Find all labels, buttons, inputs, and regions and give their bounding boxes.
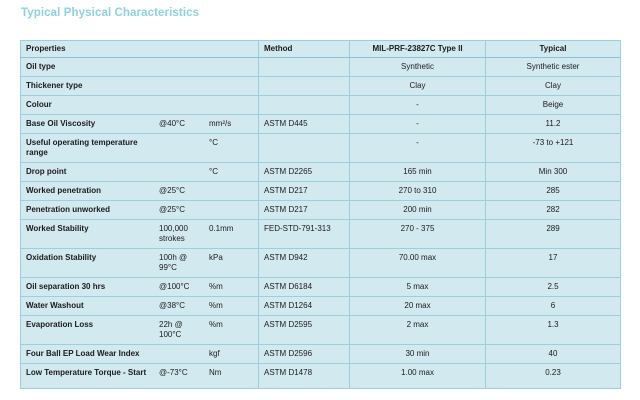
property-name: Useful operating temperature range — [26, 138, 138, 157]
header-typical: Typical — [486, 41, 621, 58]
typical-cell: Min 300 — [486, 163, 621, 182]
property-condition — [159, 62, 209, 72]
property-name: Oil type — [26, 62, 56, 71]
property-unit: Nm — [209, 368, 222, 377]
typical-cell: 282 — [486, 201, 621, 220]
property-condition — [159, 138, 209, 158]
mil-spec-cell: 270 to 310 — [350, 182, 486, 201]
table-row — [21, 163, 621, 182]
property-condition — [159, 81, 209, 91]
method-cell: ASTM D217 — [259, 201, 350, 220]
table-row — [21, 249, 621, 278]
property-condition: @40°C — [159, 119, 185, 128]
header-properties: Properties — [21, 41, 259, 58]
method-cell: ASTM D1264 — [259, 297, 350, 316]
table-header-row — [21, 41, 621, 58]
table-row — [21, 364, 621, 389]
mil-spec-cell: Synthetic — [350, 58, 486, 77]
typical-cell: -73 to +121 — [486, 134, 621, 163]
property-cell — [21, 201, 259, 220]
typical-cell: 11.2 — [486, 115, 621, 134]
property-unit: kgf — [209, 349, 220, 358]
typical-cell: Clay — [486, 77, 621, 96]
table-row — [21, 58, 621, 77]
property-condition: @-73°C — [159, 368, 188, 377]
mil-spec-cell: 200 min — [350, 201, 486, 220]
property-cell — [21, 182, 259, 201]
table-row — [21, 297, 621, 316]
property-unit: %m — [209, 282, 223, 291]
property-name: Colour — [26, 100, 52, 109]
property-name: Evaporation Loss — [26, 320, 94, 329]
typical-cell: 0.23 — [486, 364, 621, 389]
method-cell: ASTM D445 — [259, 115, 350, 134]
method-cell: ASTM D942 — [259, 249, 350, 278]
property-name: Worked Stability — [26, 224, 89, 233]
property-condition: @38°C — [159, 301, 185, 310]
typical-cell: 1.3 — [486, 316, 621, 345]
method-cell: ASTM D2596 — [259, 345, 350, 364]
mil-spec-cell: 30 min — [350, 345, 486, 364]
mil-spec-cell: 5 max — [350, 278, 486, 297]
property-unit: mm²/s — [209, 119, 232, 128]
property-cell — [21, 134, 259, 163]
mil-spec-cell: 2 max — [350, 316, 486, 345]
typical-cell: 2.5 — [486, 278, 621, 297]
mil-spec-cell: - — [350, 134, 486, 163]
property-cell — [21, 364, 259, 389]
property-condition: @25°C — [159, 205, 185, 214]
method-cell: ASTM D217 — [259, 182, 350, 201]
table-row — [21, 77, 621, 96]
property-name: Water Washout — [26, 301, 84, 310]
property-name: Base Oil Viscosity — [26, 119, 96, 128]
property-unit: kPa — [209, 253, 223, 262]
characteristics-table-wrapper — [20, 40, 621, 389]
property-name: Penetration unworked — [26, 205, 111, 214]
header-method: Method — [259, 41, 350, 58]
property-name: Drop point — [26, 167, 67, 176]
property-name: Worked penetration — [26, 186, 101, 195]
property-name: Thickener type — [26, 81, 83, 90]
mil-spec-cell: Clay — [350, 77, 486, 96]
mil-spec-cell: - — [350, 115, 486, 134]
property-condition — [159, 349, 209, 359]
property-unit: %m — [209, 320, 223, 329]
method-cell: ASTM D2265 — [259, 163, 350, 182]
mil-spec-cell: 20 max — [350, 297, 486, 316]
typical-cell: 17 — [486, 249, 621, 278]
property-unit — [209, 205, 258, 215]
property-cell — [21, 278, 259, 297]
table-row — [21, 182, 621, 201]
characteristics-table — [20, 40, 621, 389]
property-unit — [209, 186, 258, 196]
property-cell — [21, 58, 259, 77]
property-cell — [21, 115, 259, 134]
page-title: Typical Physical Characteristics — [21, 7, 200, 19]
property-name: Oxidation Stability — [26, 253, 97, 262]
mil-spec-cell: - — [350, 96, 486, 115]
method-cell — [259, 77, 350, 96]
property-condition: 100,000 strokes — [159, 224, 188, 243]
property-unit: 0.1mm — [209, 224, 234, 233]
property-cell — [21, 316, 259, 345]
property-cell — [21, 163, 259, 182]
method-cell: ASTM D1478 — [259, 364, 350, 389]
mil-spec-cell: 70.00 max — [350, 249, 486, 278]
property-unit: °C — [209, 167, 218, 176]
property-cell — [21, 249, 259, 278]
property-unit: %m — [209, 301, 223, 310]
mil-spec-cell: 1.00 max — [350, 364, 486, 389]
property-name: Four Ball EP Load Wear Index — [26, 349, 140, 358]
table-row — [21, 345, 621, 364]
table-row — [21, 316, 621, 345]
method-cell — [259, 96, 350, 115]
method-cell: FED-STD-791-313 — [259, 220, 350, 249]
table-row — [21, 96, 621, 115]
typical-cell: 6 — [486, 297, 621, 316]
method-cell: ASTM D6184 — [259, 278, 350, 297]
mil-spec-cell: 165 min — [350, 163, 486, 182]
typical-cell: 40 — [486, 345, 621, 364]
property-unit — [209, 62, 258, 72]
typical-cell: Synthetic ester — [486, 58, 621, 77]
property-condition: 22h @ 100°C — [159, 320, 183, 339]
method-cell: ASTM D2595 — [259, 316, 350, 345]
table-row — [21, 201, 621, 220]
property-condition — [159, 100, 209, 110]
property-cell — [21, 77, 259, 96]
method-cell — [259, 58, 350, 77]
property-name: Low Temperature Torque - Start — [26, 368, 147, 377]
property-condition — [159, 167, 209, 177]
property-unit — [209, 100, 258, 110]
header-mil-spec: MIL-PRF-23827C Type II — [350, 41, 486, 58]
property-unit: °C — [209, 138, 218, 147]
typical-cell: 285 — [486, 182, 621, 201]
typical-cell: Beige — [486, 96, 621, 115]
property-unit — [209, 81, 258, 91]
property-condition: @100°C — [159, 282, 190, 291]
property-condition: 100h @ 99°C — [159, 253, 188, 272]
table-row — [21, 115, 621, 134]
property-cell — [21, 345, 259, 364]
table-row — [21, 220, 621, 249]
mil-spec-cell: 270 - 375 — [350, 220, 486, 249]
table-row — [21, 278, 621, 297]
property-cell — [21, 96, 259, 115]
property-cell — [21, 220, 259, 249]
property-name: Oil separation 30 hrs — [26, 282, 106, 291]
property-condition: @25°C — [159, 186, 185, 195]
table-row — [21, 134, 621, 163]
typical-cell: 289 — [486, 220, 621, 249]
method-cell — [259, 134, 350, 163]
property-cell — [21, 297, 259, 316]
